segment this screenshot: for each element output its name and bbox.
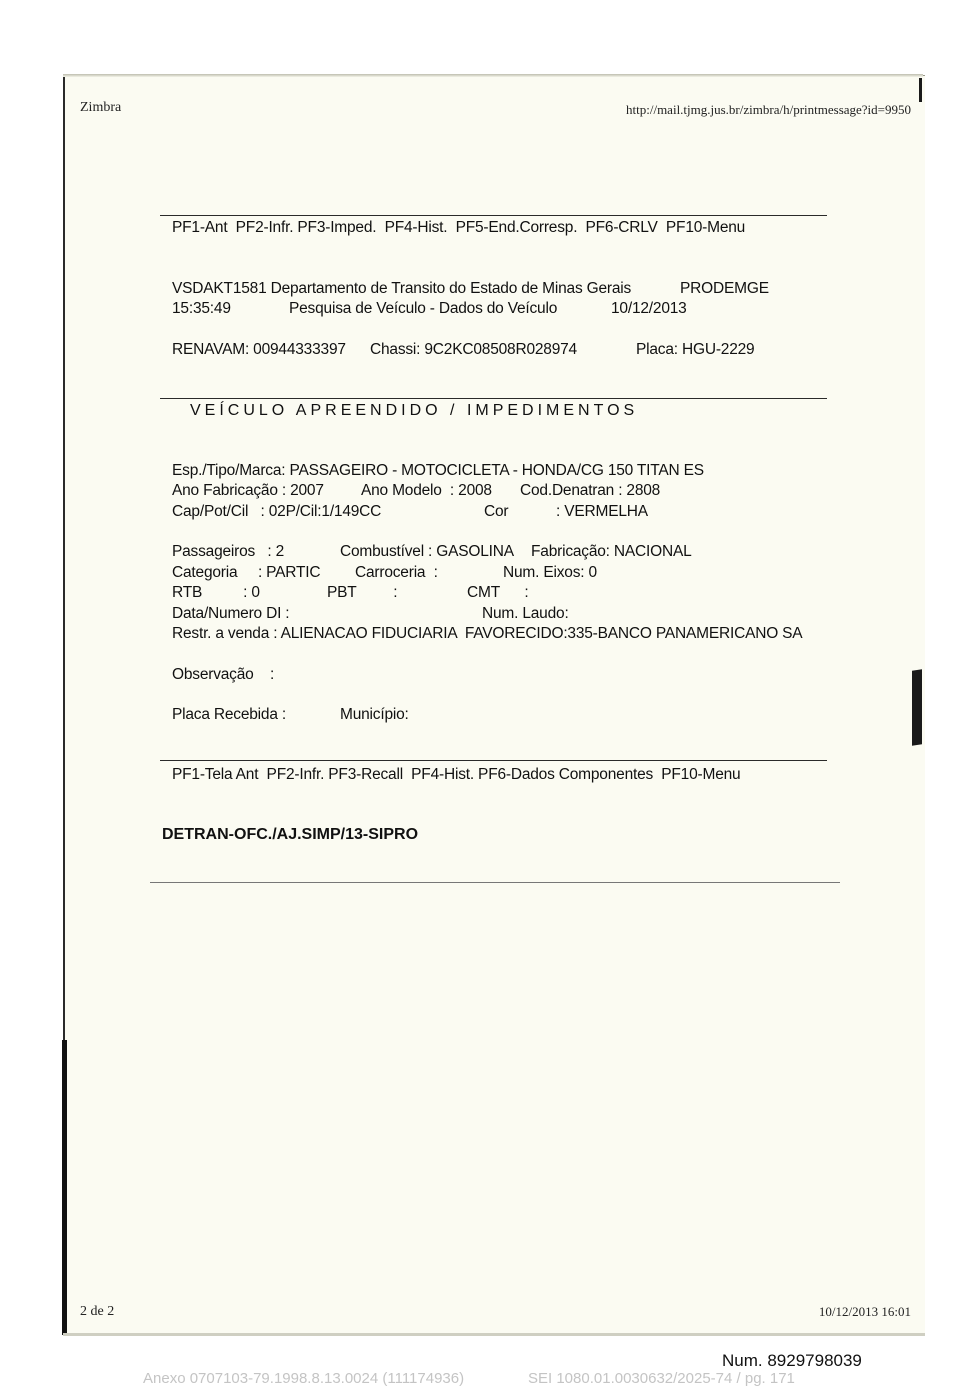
- divider: [160, 760, 827, 761]
- vehicle-status: VEÍCULO APREENDIDO / IMPEDIMENTOS: [190, 402, 639, 419]
- divider: [160, 398, 827, 399]
- num-laudo: Num. Laudo:: [482, 605, 569, 622]
- scan-shadow-right: [912, 669, 922, 745]
- placa: Placa: HGU-2229: [636, 341, 755, 358]
- passageiros: Passageiros : 2: [172, 543, 285, 560]
- cor-label: Cor: [484, 503, 509, 520]
- screen-title: Pesquisa de Veículo - Dados do Veículo: [289, 300, 558, 317]
- provider: PRODEMGE: [680, 280, 769, 297]
- renavam: RENAVAM: 00944333397: [172, 341, 346, 358]
- carroceria: Carroceria :: [355, 564, 438, 581]
- scan-edge-bottom: [63, 1333, 925, 1336]
- pbt: PBT :: [327, 584, 398, 601]
- observacao: Observação :: [172, 666, 275, 683]
- document-number: Num. 8929798039: [722, 1351, 862, 1370]
- print-footer-page: 2 de 2: [80, 1304, 115, 1319]
- categoria: Categoria : PARTIC: [172, 564, 321, 581]
- data-numero-di: Data/Numero DI :: [172, 605, 290, 622]
- cmt: CMT :: [467, 584, 529, 601]
- ano-fabricacao: Ano Fabricação : 2007: [172, 482, 324, 499]
- document-reference: DETRAN-OFC./AJ.SIMP/13-SIPRO: [162, 826, 419, 843]
- placa-recebida: Placa Recebida :: [172, 706, 286, 723]
- print-footer-datetime: 10/12/2013 16:01: [818, 1304, 911, 1319]
- annex-stamp: Anexo 0707103-79.1998.8.13.0024 (111174936): [143, 1370, 465, 1387]
- rtb: RTB : 0: [172, 584, 260, 601]
- scan-edge: [63, 74, 923, 77]
- time: 15:35:49: [172, 300, 231, 317]
- print-header-app: Zimbra: [80, 100, 122, 115]
- function-key-menu-bottom: PF1-Tela Ant PF2-Infr. PF3-Recall PF4-Hist. PF6-Dados Componentes PF10-Menu: [172, 766, 741, 783]
- scan-shadow-left: [62, 1040, 67, 1335]
- system-line: VSDAKT1581 Departamento de Transito do Estado de Minas Gerais: [172, 280, 632, 297]
- esp-tipo-marca: Esp./Tipo/Marca: PASSAGEIRO - MOTOCICLETA - HONDA/CG 150 TITAN ES: [172, 462, 704, 479]
- chassi: Chassi: 9C2KC08508R028974: [370, 341, 577, 358]
- function-key-menu-top: PF1-Ant PF2-Infr. PF3-Imped. PF4-Hist. PF5-End.Corresp. PF6-CRLV PF10-Menu: [172, 219, 746, 236]
- date: 10/12/2013: [611, 300, 687, 317]
- divider: [150, 882, 840, 883]
- divider: [160, 215, 827, 216]
- num-eixos: Num. Eixos: 0: [503, 564, 597, 581]
- scan-mark: [919, 78, 922, 102]
- cod-denatran: Cod.Denatran : 2808: [520, 482, 661, 499]
- cap-pot-cil: Cap/Pot/Cil : 02P/Cil:1/149CC: [172, 503, 382, 520]
- fabricacao: Fabricação: NACIONAL: [531, 543, 692, 560]
- restricao-venda: Restr. a venda : ALIENACAO FIDUCIARIA FAVORECIDO:335-BANCO PANAMERICANO SA: [172, 625, 803, 642]
- sei-stamp: SEI 1080.01.0030632/2025-74 / pg. 171: [528, 1370, 795, 1387]
- print-header-url: http://mail.tjmg.jus.br/zimbra/h/printmessage?id=9950: [626, 102, 911, 117]
- municipio: Município:: [340, 706, 409, 723]
- combustivel: Combustível : GASOLINA: [340, 543, 514, 560]
- ano-modelo: Ano Modelo : 2008: [361, 482, 492, 499]
- cor-value: : VERMELHA: [556, 503, 648, 520]
